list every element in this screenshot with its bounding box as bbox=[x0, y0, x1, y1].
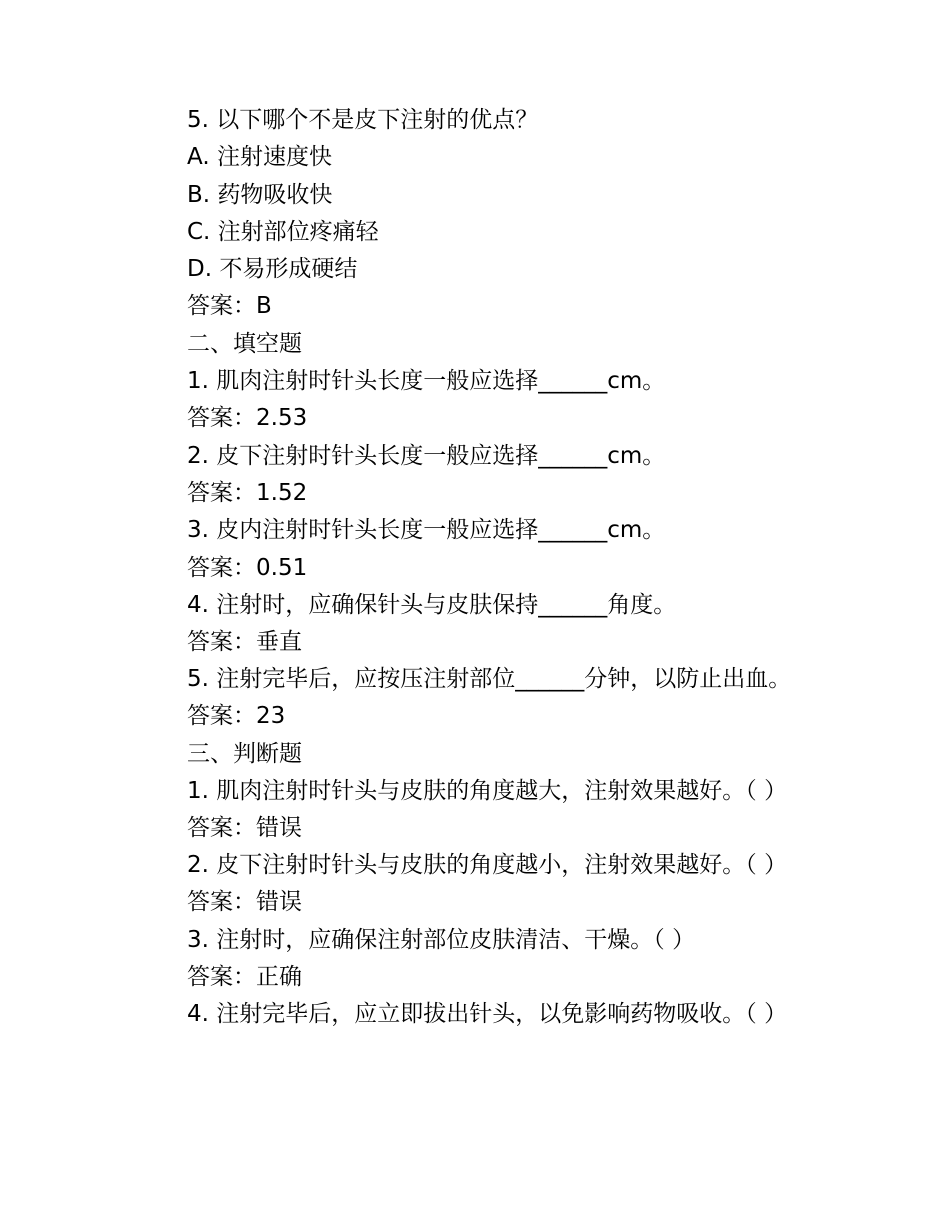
question-line: 2. 皮下注射时针头与皮肤的角度越小，注射效果越好。（ ） bbox=[187, 852, 788, 879]
question-line: 3. 注射时，应确保注射部位皮肤清洁、干燥。（ ） bbox=[187, 926, 696, 953]
answer-line: 答案：错误 bbox=[187, 815, 302, 842]
answer-line: 答案：错误 bbox=[187, 889, 302, 916]
answer-line: 答案：0.51 bbox=[187, 554, 308, 581]
question-line: 1. 肌肉注射时针头与皮肤的角度越大，注射效果越好。（ ） bbox=[187, 778, 788, 805]
question-line: 4. 注射完毕后，应立即拔出针头，以免影响药物吸收。（ ） bbox=[187, 1001, 788, 1028]
answer-line: 答案：正确 bbox=[187, 963, 302, 990]
section-heading: 二、填空题 bbox=[187, 330, 302, 357]
question-line: 1. 肌肉注射时针头长度一般应选择______cm。 bbox=[187, 368, 666, 395]
question-line: 5. 以下哪个不是皮下注射的优点？ bbox=[187, 107, 539, 133]
question-line: 2. 皮下注射时针头长度一般应选择______cm。 bbox=[187, 442, 666, 469]
question-line: 5. 注射完毕后，应按压注射部位______分钟，以防止出血。 bbox=[187, 666, 792, 693]
document-body bbox=[140, 102, 810, 1033]
question-line: 4. 注射时，应确保针头与皮肤保持______角度。 bbox=[187, 591, 677, 618]
answer-line: 答案：23 bbox=[187, 703, 286, 730]
option-line: C. 注射部位疼痛轻 bbox=[187, 218, 379, 245]
option-line: D. 不易形成硬结 bbox=[187, 256, 358, 283]
answer-line: 答案：2.53 bbox=[187, 405, 308, 432]
section-heading: 三、判断题 bbox=[187, 740, 302, 767]
answer-line: 答案：1.52 bbox=[187, 479, 308, 506]
answer-line: 答案：B bbox=[187, 293, 272, 320]
option-line: B. 药物吸收快 bbox=[187, 181, 333, 208]
question-line: 3. 皮内注射时针头长度一般应选择______cm。 bbox=[187, 517, 666, 544]
option-line: A. 注射速度快 bbox=[187, 144, 332, 171]
answer-line: 答案：垂直 bbox=[187, 629, 302, 656]
